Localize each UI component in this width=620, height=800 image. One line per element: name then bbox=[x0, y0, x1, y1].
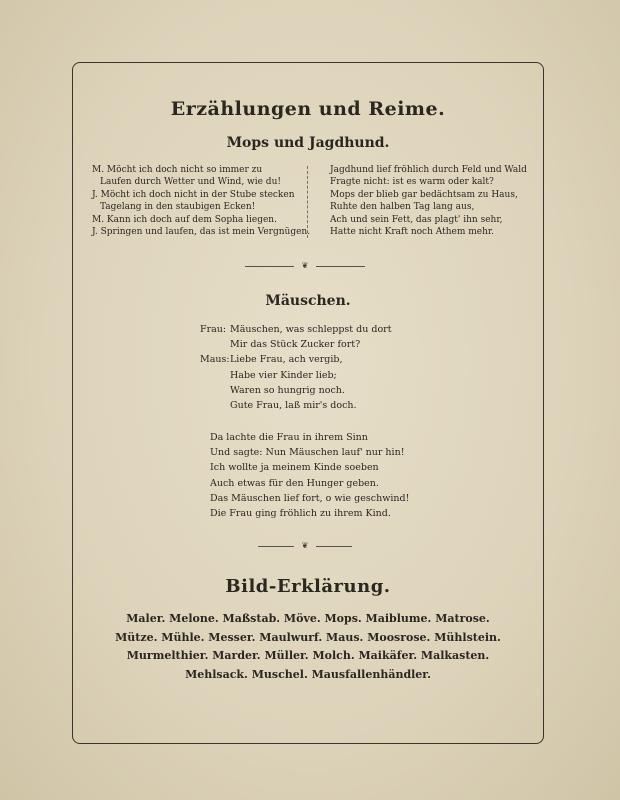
poem-line: Tagelang in den staubigen Ecken! bbox=[100, 202, 256, 213]
poem-line: Mops der blieb gar bedächtsam zu Haus, bbox=[330, 189, 518, 200]
mops-dialog-left bbox=[92, 164, 310, 238]
dialog-text: Mir das Stück Zucker fort? bbox=[230, 339, 361, 351]
section-ornament: ❦ bbox=[245, 262, 365, 270]
poem-line: Auch etwas für den Hunger geben. bbox=[210, 477, 379, 489]
dialog-text: Habe vier Kinder lieb; bbox=[230, 369, 337, 381]
poem-line: J. Springen und laufen, das ist mein Vergnügen. bbox=[92, 227, 311, 238]
poem-line: Jagdhund lief fröhlich durch Feld und Wald bbox=[330, 165, 527, 175]
poem-line: J. Möcht ich doch nicht in der Stube stecken bbox=[92, 189, 295, 200]
speaker-label bbox=[200, 337, 230, 352]
word-row: Maler. Melone. Maßstab. Möve. Mops. Maiblume. Matrose. bbox=[126, 612, 490, 625]
column-divider bbox=[307, 166, 308, 238]
mouse-title: Mäuschen. bbox=[265, 293, 351, 309]
poem-line: Ruhte den halben Tag lang aus, bbox=[330, 202, 475, 213]
speaker-label: Frau: bbox=[200, 324, 227, 335]
poem-line: Die Frau ging fröhlich zu ihrem Kind. bbox=[210, 508, 391, 520]
mops-title: Mops und Jagdhund. bbox=[226, 135, 390, 151]
speaker-label: Maus: bbox=[200, 354, 230, 366]
word-row: Murmelthier. Marder. Müller. Molch. Maikäfer. Malkasten. bbox=[126, 649, 490, 662]
word-row: Mütze. Mühle. Messer. Maulwurf. Maus. Moosrose. Mühlstein. bbox=[115, 630, 501, 644]
mops-narration-right bbox=[330, 164, 527, 238]
picture-key-title: Bild-Erklärung. bbox=[225, 576, 391, 597]
page-title: Erzählungen und Reime. bbox=[170, 98, 446, 120]
poem-line: Laufen durch Wetter und Wind, wie du! bbox=[100, 177, 281, 188]
poem-line: Ich wollte ja meinem Kinde soeben bbox=[210, 462, 379, 474]
word-row: Mehlsack. Muschel. Mausfallenhändler. bbox=[185, 667, 431, 681]
poem-line: Das Mäuschen lief fort, o wie geschwind! bbox=[210, 492, 410, 504]
mouse-dialog bbox=[200, 322, 392, 413]
dialog-text: Waren so hungrig noch. bbox=[230, 384, 345, 396]
dialog-line bbox=[200, 337, 392, 352]
dialog-text: Mäuschen, was schleppst du dort bbox=[230, 324, 392, 335]
mouse-stanza bbox=[210, 430, 409, 521]
poem-line: M. Kann ich doch auf dem Sopha liegen. bbox=[92, 214, 277, 225]
poem-line: Fragte nicht: ist es warm oder kalt? bbox=[330, 177, 494, 188]
dialog-line bbox=[200, 398, 392, 413]
dialog-text: Liebe Frau, ach vergib, bbox=[230, 354, 343, 366]
speaker-label bbox=[200, 368, 230, 383]
poem-line: Da lachte die Frau in ihrem Sinn bbox=[210, 432, 368, 443]
poem-line: M. Möcht ich doch nicht so immer zu bbox=[92, 165, 263, 175]
poem-line: Und sagte: Nun Mäuschen lauf' nur hin! bbox=[210, 447, 405, 459]
dialog-line bbox=[200, 352, 392, 367]
dialog-line bbox=[200, 322, 392, 337]
poem-line: Hatte nicht Kraft noch Athem mehr. bbox=[330, 227, 495, 238]
speaker-label bbox=[200, 383, 230, 398]
dialog-text: Gute Frau, laß mir's doch. bbox=[230, 400, 357, 412]
dialog-line bbox=[200, 368, 392, 383]
picture-key-words bbox=[72, 610, 544, 684]
poem-line: Ach und sein Fett, das plagt' ihn sehr, bbox=[330, 214, 503, 225]
speaker-label bbox=[200, 398, 230, 413]
dialog-line bbox=[200, 383, 392, 398]
section-ornament: ❦ bbox=[258, 542, 352, 550]
